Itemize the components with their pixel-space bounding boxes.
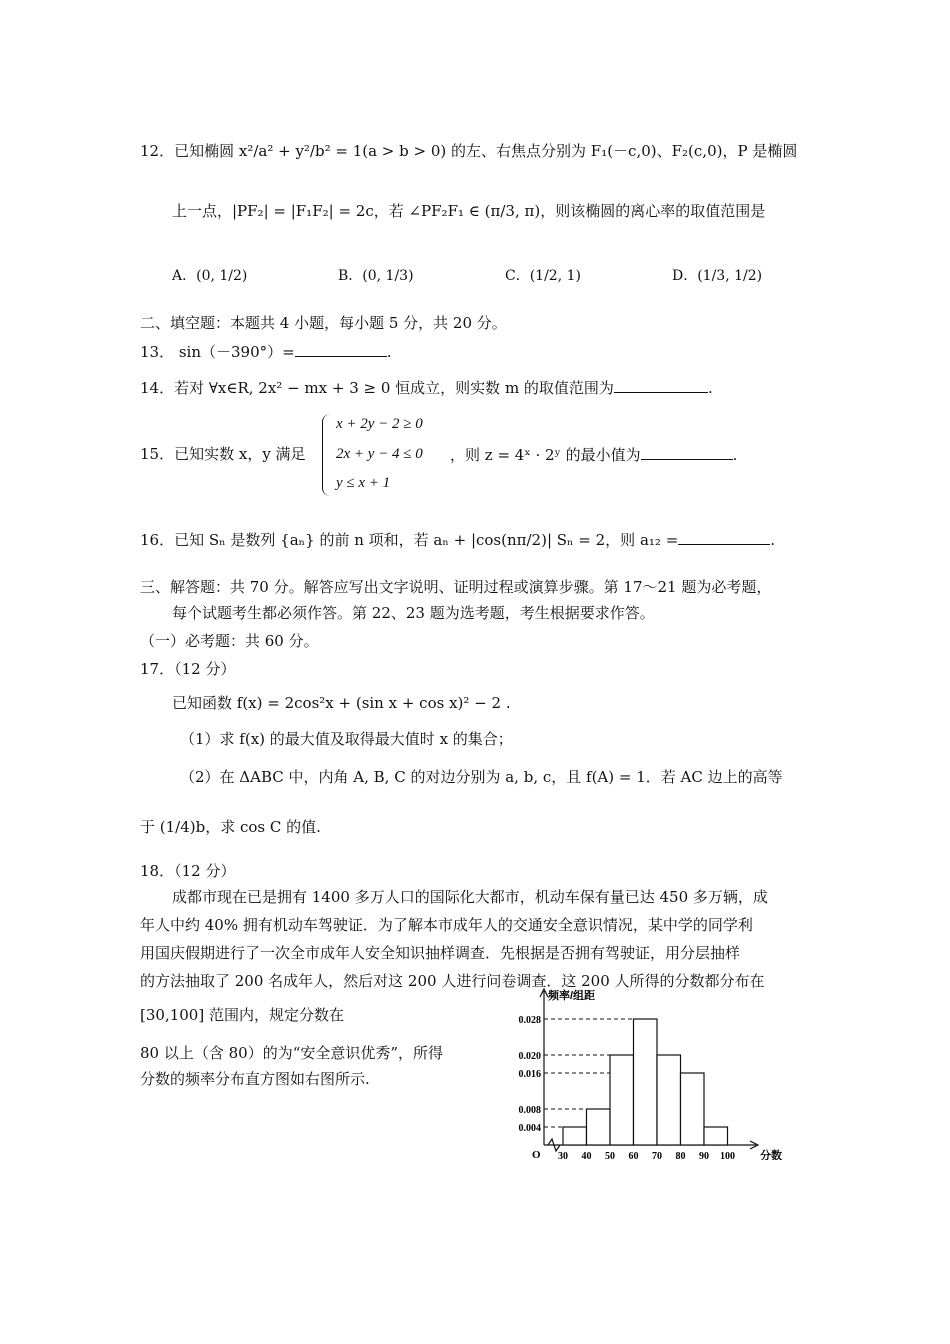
q15-brace — [322, 414, 335, 496]
histogram-bar — [587, 1109, 611, 1145]
x-axis-label: 分数 — [760, 1150, 782, 1160]
x-tick-label: 50 — [605, 1151, 615, 1160]
q12-line1: 12．已知椭圆 x²/a² + y²/b² = 1(a > b > 0) 的左、右焦点分别为 F₁(－c,0)、F₂(c,0)，P 是椭圆 — [140, 142, 798, 160]
section3-line2: 每个试题考生都必须作答。第 22、23 题为选考题，考生根据要求作答。 — [172, 604, 655, 622]
y-tick-label: 0.016 — [518, 1069, 541, 1080]
q14-text: 14．若对 ∀x∈R, 2x² − mx + 3 ≥ 0 恒成立，则实数 m 的取值范围为 — [140, 379, 614, 397]
q14-end: . — [707, 379, 713, 397]
q15-ineq-3: y ≤ x + 1 — [336, 475, 391, 491]
q18-body2: 年人中约 40% 拥有机动车驾驶证．为了解本市成年人的交通安全意识情况，某中学的同学利 — [140, 916, 753, 934]
histogram-bar — [634, 1019, 658, 1145]
y-tick-label: 0.008 — [518, 1105, 541, 1116]
q15-ineq-1: x + 2y − 2 ≥ 0 — [336, 416, 423, 432]
q12-option-d: D．(1/3, 1/2) — [672, 268, 763, 284]
q18-body4: 的方法抽取了 200 名成年人，然后对这 200 人进行问卷调查．这 200 人所得的分数都分布在 — [140, 972, 765, 990]
q15-prefix: 15．已知实数 x，y 满足 — [140, 445, 306, 463]
q14-answer-blank[interactable] — [614, 376, 708, 393]
x-tick-label: 40 — [581, 1151, 592, 1160]
q17-part1: （1）求 f(x) 的最大值及取得最大值时 x 的集合； — [180, 730, 513, 748]
x-tick-label: 30 — [558, 1151, 568, 1160]
q16-answer-blank[interactable] — [678, 528, 770, 545]
y-axis-label: 频率/组距 — [548, 990, 596, 1002]
histogram-bar — [681, 1073, 705, 1145]
q18-body6: 80 以上（含 80）的为“安全意识优秀”，所得 — [140, 1044, 444, 1062]
x-tick-label: 90 — [699, 1151, 709, 1160]
q18-body3: 用国庆假期进行了一次全市成年人安全知识抽样调查．先根据是否拥有驾驶证，用分层抽样 — [140, 944, 741, 962]
x-tick-label: 70 — [652, 1151, 662, 1160]
q18-body5: [30,100] 范围内，规定分数在 — [140, 1006, 344, 1024]
q18-head: 18．（12 分） — [140, 862, 236, 880]
q15-suffix: ，则 z = 4ˣ · 2ʸ 的最小值为 — [450, 446, 641, 464]
q18-body1: 成都市现在已是拥有 1400 多万人口的国际化大都市，机动车保有量已达 450 多万辆，成 — [172, 888, 768, 906]
q17-head: 17．（12 分） — [140, 660, 236, 678]
x-tick-label: 80 — [675, 1151, 686, 1160]
section2-title: 二、填空题：本题共 4 小题，每小题 5 分，共 20 分。 — [140, 314, 507, 332]
histogram-bar — [610, 1055, 634, 1145]
frequency-histogram — [508, 985, 808, 1160]
origin-label: O — [532, 1149, 541, 1160]
q15-answer-blank[interactable] — [641, 443, 733, 460]
q17-stem: 已知函数 f(x) = 2cos²x + (sin x + cos x)² − 2 . — [172, 694, 511, 712]
section3-sub: （一）必考题：共 60 分。 — [140, 632, 319, 650]
q12-option-a: A．(0, 1/2) — [172, 268, 248, 284]
q13-end: . — [386, 343, 392, 361]
histogram-bar — [657, 1055, 681, 1145]
q16-end: . — [770, 531, 776, 549]
x-tick-label: 60 — [628, 1151, 639, 1160]
histogram-bar — [563, 1127, 587, 1145]
q16 — [140, 528, 775, 551]
q12-option-c: C．(1/2, 1) — [505, 268, 581, 284]
q17-part2: （2）在 ΔABC 中，内角 A, B, C 的对边分别为 a, b, c，且 f(A) = 1．若 AC 边上的高等 — [180, 768, 783, 786]
q13-answer-blank[interactable] — [295, 340, 387, 357]
histogram-bar — [704, 1127, 728, 1145]
q15-ineq-2: 2x + y − 4 ≤ 0 — [336, 446, 423, 462]
q15-end: . — [732, 446, 738, 464]
q14 — [140, 376, 713, 399]
q12-option-b: B．(0, 1/3) — [338, 268, 414, 284]
y-tick-label: 0.020 — [518, 1051, 541, 1062]
q15-suffix-line — [450, 443, 737, 466]
section3-line1: 三、解答题：共 70 分。解答应写出文字说明、证明过程或演算步骤。第 17～21 题为必考题， — [140, 578, 772, 596]
x-tick-label: 100 — [720, 1151, 735, 1160]
q18-body7: 分数的频率分布直方图如右图所示. — [140, 1070, 370, 1088]
q12-line2: 上一点，|PF₂| = |F₁F₂| = 2c，若 ∠PF₂F₁ ∈ (π/3, π)，则该椭圆的离心率的取值范围是 — [172, 202, 766, 220]
q13 — [140, 340, 392, 363]
q17-part3: 于 (1/4)b，求 cos C 的值. — [140, 818, 321, 836]
y-tick-label: 0.028 — [518, 1015, 541, 1026]
y-tick-label: 0.004 — [518, 1123, 541, 1134]
q16-text: 16．已知 Sₙ 是数列 {aₙ} 的前 n 项和，若 aₙ + |cos(nπ/2)| Sₙ = 2，则 a₁₂ = — [140, 531, 679, 549]
q13-text: 13． sin（－390°）= — [140, 343, 295, 361]
